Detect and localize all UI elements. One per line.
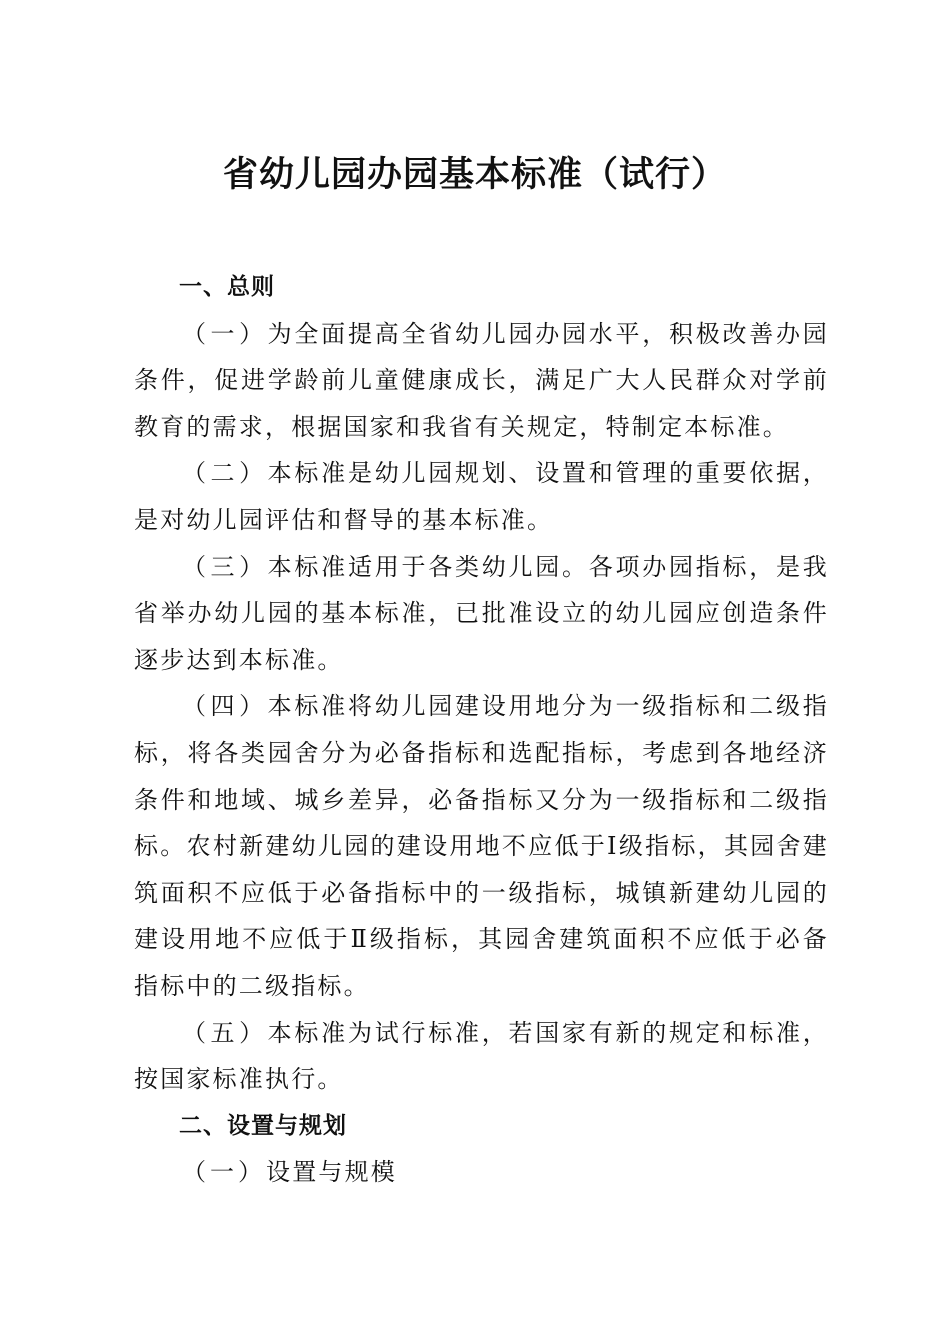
document-body <box>134 264 829 1196</box>
paragraph-3 <box>134 544 829 684</box>
paragraph-number: （四） <box>182 692 268 721</box>
subheading-text: 设置与规模 <box>266 1158 397 1187</box>
paragraph-number: （二） <box>182 459 268 488</box>
paragraph-5 <box>134 1010 829 1103</box>
paragraph-1 <box>134 311 829 451</box>
paragraph-number: （一） <box>182 319 268 348</box>
paragraph-text: 本标准是幼儿园规划、设置和管理的重要依据，是对幼儿园评估和督导的基本标准。 <box>134 459 829 534</box>
paragraph-text: 为全面提高全省幼儿园办园水平，积极改善办园条件，促进学龄前儿童健康成长，满足广大人民群众对学前教育的需求，根据国家和我省有关规定，特制定本标准。 <box>134 319 829 441</box>
paragraph-text: 本标准将幼儿园建设用地分为一级指标和二级指标，将各类园舍分为必备指标和选配指标，考虑到各地经济条件和地域、城乡差异，必备指标又分为一级指标和二级指标。农村新建幼儿园的建设用地不应低于Ⅰ级指标，其园舍建筑面积不应低于必备指标中的一级指标，城镇新建幼儿园的建设用地不应低于Ⅱ级指标，其园舍建筑面积不应低于必备指标中的二级指标。 <box>134 692 829 1000</box>
paragraph-2 <box>134 450 829 543</box>
paragraph-number: （三） <box>182 552 268 581</box>
document-title: 省幼儿园办园基本标准（试行） <box>222 155 727 195</box>
subheading-setup-scale <box>134 1149 829 1196</box>
paragraph-text: 本标准适用于各类幼儿园。各项办园指标，是我省举办幼儿园的基本标准，已批准设立的幼儿园应创造条件逐步达到本标准。 <box>134 552 829 674</box>
subheading-number: （一） <box>182 1158 266 1187</box>
paragraph-number: （五） <box>182 1018 268 1047</box>
section-heading-setup: 二、设置与规划 <box>179 1112 347 1139</box>
section-heading-general: 一、总则 <box>179 274 275 300</box>
paragraph-text: 本标准为试行标准，若国家有新的规定和标准，按国家标准执行。 <box>134 1018 829 1094</box>
paragraph-4 <box>134 683 829 1009</box>
